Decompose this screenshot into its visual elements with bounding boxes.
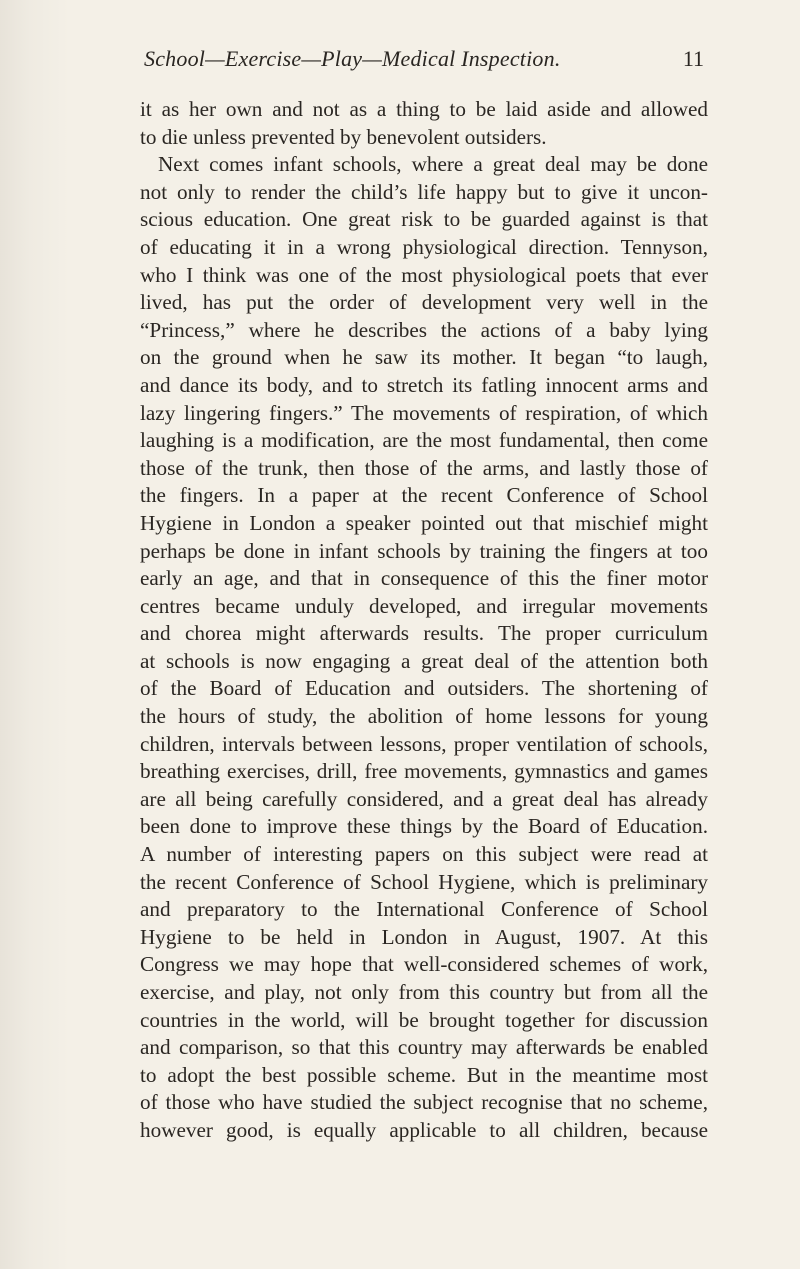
page-number: 11: [682, 46, 704, 71]
text-line: of educating it in a wrong physiological direction. Tennyson,: [140, 234, 708, 259]
text-line: are all being carefully considered, and a great deal has already: [140, 786, 708, 811]
text-line: and chorea might afterwards results. The proper curriculum: [140, 621, 708, 646]
text-line: exercise, and play, not only from this country but from all the: [140, 980, 708, 1004]
text-line: early an age, and that in consequence of this the finer motor: [140, 566, 708, 591]
text-line: scious education. One great risk to be guarded against is that: [140, 207, 708, 232]
text-line: of those who have studied the subject recognise that no scheme,: [140, 1090, 708, 1115]
text-line: countries in the world, will be brought together for discussion: [140, 1007, 708, 1032]
text-line: lived, has put the order of development very well in the: [140, 290, 708, 315]
running-title: School—Exercise—Play—Medical Inspection.: [144, 46, 561, 71]
text-line: to adopt the best possible scheme. But in the meantime most: [140, 1062, 708, 1087]
body-text: [140, 96, 708, 1145]
text-line: those of the trunk, then those of the arms, and lastly those of: [140, 455, 708, 480]
text-line: at schools is now engaging a great deal of the attention both: [140, 648, 708, 673]
text-line: Next comes infant schools, where a great deal may be done: [158, 152, 708, 177]
text-line: the hours of study, the abolition of home lessons for young: [140, 704, 708, 729]
text-line: and comparison, so that this country may afterwards be enabled: [140, 1035, 708, 1060]
text-line: laughing is a modification, are the most fundamental, then come: [140, 428, 708, 453]
text-line: A number of interesting papers on this subject were read at: [140, 842, 708, 867]
text-line: children, intervals between lessons, proper ventilation of schools,: [140, 731, 708, 756]
text-line: and dance its body, and to stretch its fatling innocent arms and: [140, 372, 708, 397]
text-line: who I think was one of the most physiological poets that ever: [140, 262, 708, 287]
running-head: [144, 46, 704, 78]
text-line: it as her own and not as a thing to be laid aside and allowed: [140, 97, 708, 121]
text-line: perhaps be done in infant schools by training the fingers at too: [140, 538, 708, 563]
text-line: however good, is equally applicable to all children, because: [140, 1117, 708, 1142]
text-line: breathing exercises, drill, free movements, gymnastics and games: [140, 759, 708, 784]
text-line: Congress we may hope that well-considered schemes of work,: [140, 952, 708, 977]
text-line: centres became unduly developed, and irregular movements: [140, 593, 708, 618]
text-line: not only to render the child’s life happy but to give it uncon-: [140, 179, 708, 204]
text-line: lazy lingering fingers.” The movements of respiration, of which: [140, 400, 708, 425]
text-line: the recent Conference of School Hygiene, which is preliminary: [140, 869, 708, 894]
text-line: and preparatory to the International Conference of School: [140, 897, 708, 922]
text-line: “Princess,” where he describes the actions of a baby lying: [140, 317, 708, 342]
text-line: been done to improve these things by the Board of Education.: [140, 814, 708, 839]
text-line: to die unless prevented by benevolent outsiders.: [140, 124, 547, 149]
text-line: of the Board of Education and outsiders. The shortening of: [140, 676, 708, 701]
text-line: on the ground when he saw its mother. It began “to laugh,: [140, 345, 708, 370]
text-line: Hygiene in London a speaker pointed out that mischief might: [140, 510, 708, 535]
text-line: the fingers. In a paper at the recent Conference of School: [140, 483, 708, 508]
text-line: Hygiene to be held in London in August, 1907. At this: [140, 924, 708, 949]
